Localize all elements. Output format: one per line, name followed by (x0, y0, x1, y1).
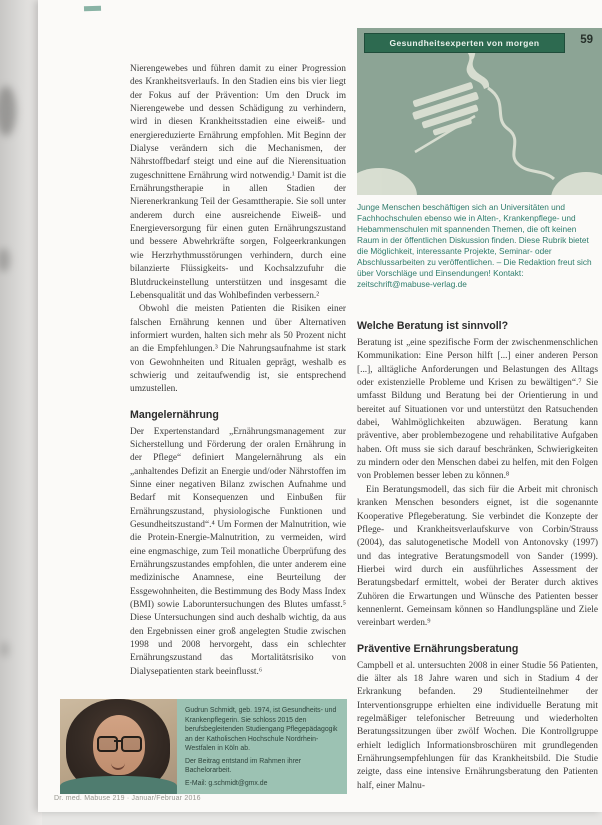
glasses-icon (121, 736, 142, 752)
section-heading: Mangelernährung (130, 408, 219, 421)
author-bio: Gudrun Schmidt, geb. 1974, ist Gesundheits- und Krankenpflegerin. Sie schloss 2015 den berufsbegleitenden Studiengang Pflegepädagogik an der Katholischen Hochschule Nordrhein-Westfalen in Köln ab. (185, 707, 338, 753)
body-paragraph: Nierengewebes und führen damit zu einer Progression des Krankheitsverlaufs. In den Stadien eins bis vier liegt der Fokus auf der Prävention: Um den Druck im Nierengewebe und dessen Schädigung zu verhindern, wird in diesen Krankheitsstadien eine eiweiß- und energiereduzierte Ernährung empfohlen. Mit Beginn der Dialyse verändern sich die Mechanismen, der Nährstoffbedarf steigt und eine auf die Nierensituation zugeschnittene Ernährung wird notwendig.¹ Damit ist die Ernährungstherapie in allen Stadien der Nierenerkrankung Teil der Gesamttherapie. Sie soll unter anderem durch eine ausreichende Eiweiß- und Energieversorgung für einen guten Ernährungszustand und bessere Abwehrkräfte sorgen, Folgeerkrankungen wie Herzrhythmusstörungen verhindern, durch eine bilanzierte Flüssigkeits- und Kochsalzzufuhr die Blutdruckeinstellung unterstützen und insgesamt die Lebensqualität und das Wohlbefinden verbessern.² (130, 64, 346, 301)
section-heading: Welche Beratung ist sinnvoll? (357, 320, 509, 332)
glasses-bridge (114, 740, 122, 742)
author-bio-box (177, 699, 347, 794)
section-heading: Präventive Ernährungsberatung (357, 642, 519, 655)
article-right-column (357, 319, 598, 793)
scan-mark (84, 6, 101, 12)
rubric-title: Gesundheitsexperten von morgen (389, 38, 540, 48)
body-paragraph: Ein Beratungsmodell, das sich für die Arbeit mit chronisch kranken Menschen besonders eignet, ist die sogenannte Kooperative Pflegeberatung. Sie verbindet die Konzepte der Pflege- und Krankheitsverlaufskurve von Corbin/Strauss (2004), das salutogenetische Modell von Antonovsky (1997) und das integrative Beratungsmodell von Sander (1999). Hierbei wird durch ein ausführliches Assessment der Beratungsbedarf ermittelt, wobei der Berater durch aktives Zuhören die Erwartungen und Wünsche des Patienten besser kennenlernt. Gemeinsam können so Handlungspläne und Ziele vereinbart werden.⁹ (357, 484, 598, 629)
body-paragraph: Obwohl die meisten Patienten die Risiken einer falschen Ernährung kennen und über Alternativen informiert wurden, halten sich mehr als 50 Prozent nicht an die Empfehlungen.³ Die Nahrungsaufnahme ist stark von Gewohnheiten und Ritualen geprägt, weshalb es schwierig und zeitaufwendig ist, sie entsprechend umzustellen. (130, 304, 346, 395)
rubric-caption: Junge Menschen beschäftigen sich an Universitäten und Fachhochschulen ebenso wie in Alten-, Krankenpflege- und Hebammenschulen mit spannenden Themen, die oft keinen Raum in der öffentlichen Diskussion finden. Diese Rubrik bietet die Möglichkeit, interessante Projekte, Seminar- oder Abschlussarbeiten zu veröffentlichen. – Die Redaktion freut sich über Vorschläge und Einsendungen! Kontakt: zeitschrift@mabuse-verlag.de (357, 202, 592, 289)
glasses-icon (97, 736, 118, 752)
body-paragraph: Der Expertenstandard „Ernährungsmanagement zur Sicherstellung und Förderung der oralen Ernährung in der Pflege“ definiert Mangelernährung als ein „anhaltendes Defizit an Energie und/oder Nährstoffen im Sinne einer negativen Bilanz zwischen Aufnahme und Bedarf mit Konsequenzen und Einbußen für Ernährungszustand, physiologische Funktionen und Gesundheitszustand“.⁴ Um Formen der Malnutrition, wie die Protein-Energie-Malnutrition, zu vermeiden, wird eine engmaschige, zum Teil monatliche Überprüfung des Ernährungszustandes empfohlen, die unter anderem eine medizinische Anamnese, eine Beurteilung der Essgewohnheiten, die Bestimmung des Body Mass Index (BMI) sowie Laboruntersuchungen des Blutes umfasst.⁵ Diese Untersuchungen sind auch deshalb wichtig, da aus den Ergebnissen einer groß angelegten Studie zwischen 1998 und 2008 hervorgeht, dass ein schlechter Ernährungszustand das Mortalitätsrisiko von Dialysepatienten stark beeinflusst.⁶ (130, 426, 346, 677)
article-left-column (130, 63, 346, 679)
author-photo (60, 699, 177, 794)
author-contact: E-Mail: g.schmidt@gmx.de (185, 779, 268, 787)
scan-smudge (0, 642, 9, 657)
author-note: Der Beitrag entstand im Rahmen ihrer Bachelorarbeit. (185, 757, 302, 775)
body-paragraph: Campbell et al. untersuchten 2008 in einer Studie 56 Patienten, die älter als 18 Jahre waren und sich in Stadium 4 der Erkrankung befanden. 29 Studienteilnehmer der Interventionsgruppe erhielten eine individuelle Beratung mit regelmäßiger telefonischer Betreuung und wiederholten Beratungssitzungen über zwölf Wochen. Die Kontrollgruppe erhielt lediglich Informationsbroschüren mit grundlegenden Ernährungsempfehlungen für das Krankheitsbild. Die Studie zeigte, dass eine intensive Ernährungsberatung den Patienten half, einer Malnu- (357, 660, 598, 791)
aerial-illustration (357, 28, 602, 195)
page-number: 59 (580, 34, 593, 46)
author-shoulders (60, 776, 177, 794)
rubric-banner (364, 33, 565, 53)
hero-image (357, 28, 602, 195)
journal-footer: Dr. med. Mabuse 219 · Januar/Februar 2016 (54, 795, 201, 802)
body-paragraph: Beratung ist „eine spezifische Form der zwischenmenschlichen Kommunikation: Eine Person hilft [...] einer anderen Person [...], alltägliche Anforderungen und Belastungen des Alltags oder existenzielle Probleme und Krisen zu bewältigen“.⁷ Sie umfasst Bildung und Beratung bei der Orientierung in und bereitet auf Situationen vor und unterstützt den Ratsuchenden dabei, Wahlmöglichkeiten abzuwägen. Beratung kann präventive, aber problembezogene und rehabilitative Aufgaben haben. Oft muss sie sich darauf beschränken, Schwierigkeiten zu mindern oder den Menschen dabei zu helfen, mit den Folgen von Problemen besser leben zu können.⁸ (357, 338, 598, 482)
